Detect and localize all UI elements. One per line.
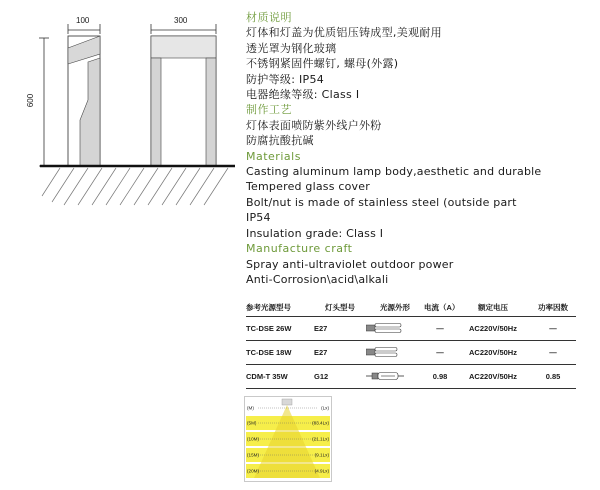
spec-line: 电器绝缘等级: Class Ⅰ xyxy=(246,88,360,102)
spec-line: 不锈钢紧固件螺钉, 螺母(外露) xyxy=(246,57,399,71)
lux-label: (21.1Lx) xyxy=(312,436,329,442)
spec-line: Anti-Corrosion\acid\alkali xyxy=(246,272,389,286)
distance-label: (M) xyxy=(247,405,254,411)
cell-current: — xyxy=(436,348,444,357)
spec-line: 灯体和灯盖为优质铝压铸成型,美观耐用 xyxy=(246,26,442,40)
lux-label: (4.9Lx) xyxy=(314,468,329,474)
spec-line: Materials xyxy=(246,149,301,163)
lux-label: (9.1Lx) xyxy=(314,452,329,458)
distance-label: (5M) xyxy=(247,420,257,426)
dim-height-label: 600 xyxy=(26,93,36,108)
cell-current-value: — xyxy=(436,324,444,334)
cell-model: TC-DSE 26W xyxy=(246,324,292,333)
spec-line: Tempered glass cover xyxy=(246,180,370,194)
spec-line: Spray anti-ultraviolet outdoor power xyxy=(246,257,454,271)
lamp-side-view xyxy=(151,36,216,166)
table-row xyxy=(246,341,576,365)
lamp-front-view xyxy=(68,36,100,166)
col-header-voltage: 额定电压 xyxy=(478,302,508,312)
specification-text xyxy=(246,10,596,287)
col-header-pf: 功率因数 xyxy=(538,302,568,312)
distance-label: (20M) xyxy=(247,468,259,474)
spec-line: Manufacture craft xyxy=(246,242,353,256)
spec-line: 材质说明 xyxy=(246,11,292,24)
table-row xyxy=(246,317,576,341)
col-header-base: 灯头型号 xyxy=(325,302,355,312)
cell-voltage: AC220V/50Hz xyxy=(469,324,517,333)
cell-voltage: AC220V/50Hz xyxy=(469,348,517,357)
cell-pf: — xyxy=(549,348,557,357)
lamp-dimension-drawing xyxy=(0,0,240,220)
light-source-table xyxy=(246,298,576,389)
spec-line: 防护等级: IP54 xyxy=(246,72,325,86)
cell-voltage: AC220V/50Hz xyxy=(469,372,517,381)
distance-label: (15M) xyxy=(247,452,259,458)
distance-label: (10M) xyxy=(247,436,259,442)
cfl-icon xyxy=(366,322,424,336)
spec-line: Bolt/nut is made of stainless steel (outside part xyxy=(246,195,517,209)
dim-width-front-label: 100 xyxy=(76,16,90,25)
cell-base: E27 xyxy=(314,324,328,333)
col-header-model: 参考光源型号 xyxy=(246,302,291,312)
dim-width-side-label: 300 xyxy=(174,16,188,25)
lux-label: (83.4Lx) xyxy=(312,420,329,426)
ground-hatching xyxy=(42,168,228,205)
cell-pf: 0.85 xyxy=(545,372,561,381)
cell-model: TC-DSE 18W xyxy=(246,348,292,357)
spec-line: 防腐抗酸抗碱 xyxy=(246,134,314,148)
spec-line: 透光罩为钢化玻璃 xyxy=(246,41,337,55)
spec-line: 制作工艺 xyxy=(246,103,292,117)
cell-base: G12 xyxy=(314,372,329,381)
lux-label: (Lx) xyxy=(321,405,329,411)
col-header-current: 电流（A） xyxy=(424,302,460,312)
spec-line: Insulation grade: Class Ⅰ xyxy=(246,226,384,240)
cell-model: CDM-T 35W xyxy=(246,372,288,381)
cell-pf: — xyxy=(549,324,557,333)
spec-line: IP54 xyxy=(246,211,271,225)
spec-line: Casting aluminum lamp body,aesthetic and durable xyxy=(246,165,542,179)
cfl-icon xyxy=(366,346,424,360)
cell-current: 0.98 xyxy=(432,372,448,381)
metal-halide-icon xyxy=(366,370,424,384)
cell-base: E27 xyxy=(314,348,328,357)
table-header-row xyxy=(246,298,576,317)
spec-line: 灯体表面喷防紫外线户外粉 xyxy=(246,118,382,132)
cell-current xyxy=(424,324,456,334)
table-row xyxy=(246,365,576,389)
illuminance-chart xyxy=(244,396,332,482)
col-header-shape: 光源外形 xyxy=(380,302,410,312)
